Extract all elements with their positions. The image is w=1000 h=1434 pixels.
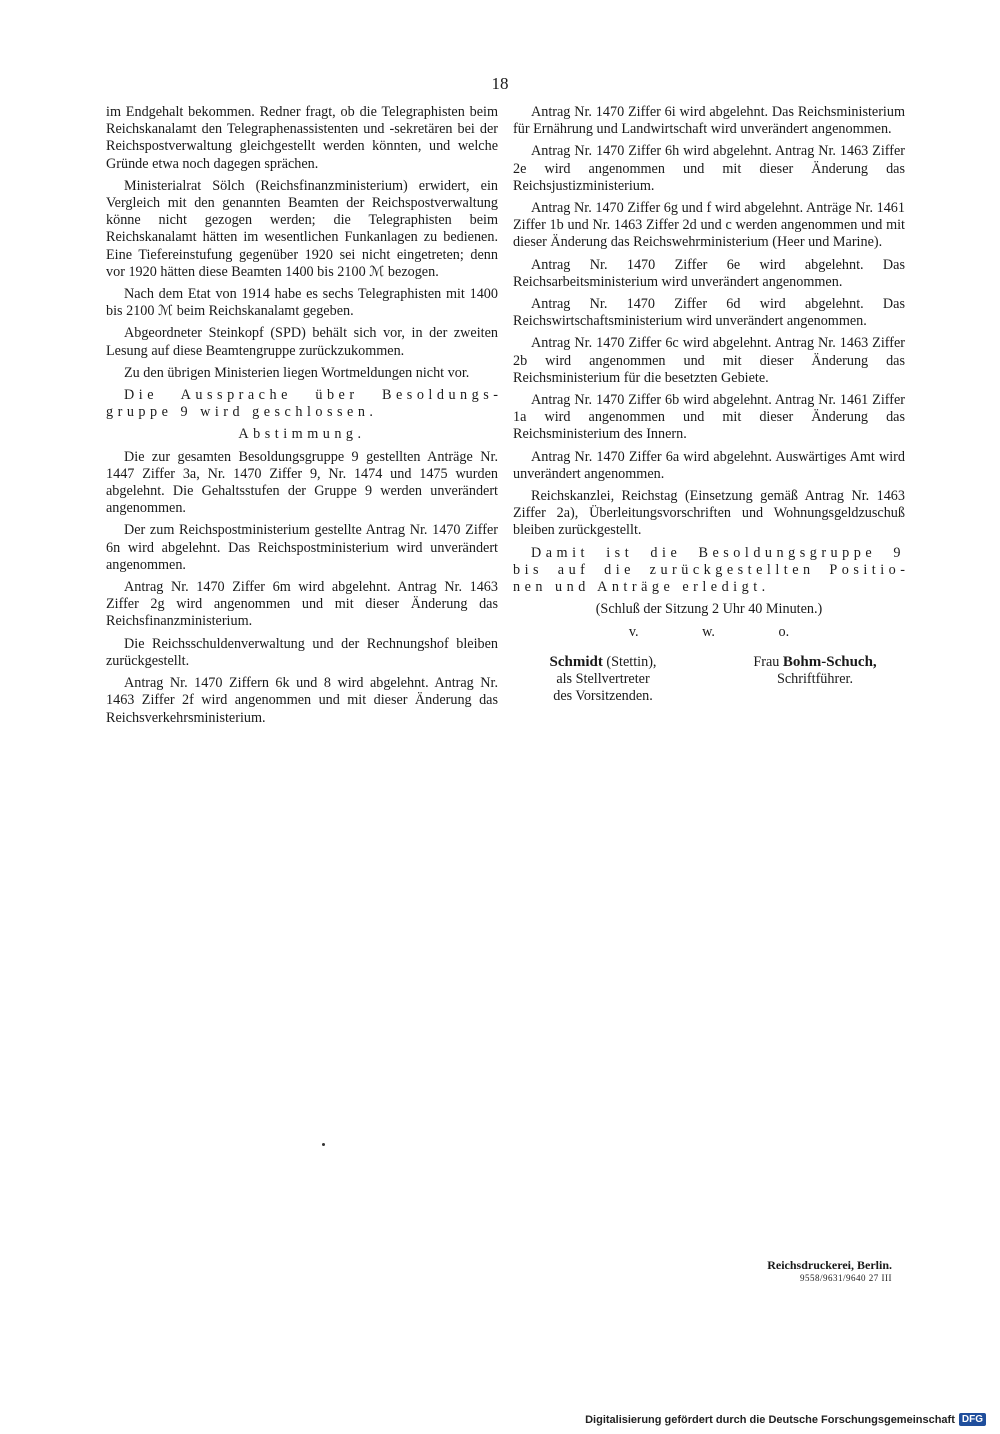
right-paragraph: Reichskanzlei, Reichstag (Einsetzung gemäß Antrag Nr. 1463 Ziffer 2a), Überleitungsvorschriften und Wohnungsgeldzuschuß bleiben zurückgestellt. [513, 488, 905, 539]
right-column [513, 104, 905, 705]
right-paragraph: Antrag Nr. 1470 Ziffer 6g und f wird abgelehnt. Anträge Nr. 1461 Ziffer 1b und Nr. 1463 Ziffer 2d und c werden angenommen und mit dieser Änderung das Reichswehrministerium (Heer und Marine). [513, 200, 905, 251]
left-paragraph: Die zur gesamten Besoldungsgruppe 9 gestellten Anträge Nr. 1447 Ziffer 3a, Nr. 1470 Ziffer 9, Nr. 1474 und 1475 wurden abgelehnt. Die Gehaltsstufen der Gruppe 9 werden unverändert angenommen. [106, 448, 498, 517]
printer-imprint [767, 1258, 892, 1283]
right-column-paragraphs [513, 104, 905, 618]
signature-left-suffix: (Stettin), [606, 653, 657, 670]
printer-code: 9558/9631/9640 27 III [800, 1273, 892, 1283]
left-paragraph: im Endgehalt bekommen. Redner fragt, ob die Telegraphisten beim Reichskanalamt den Telegraphenassistenten und -sekretären bei der Reichspostverwaltung gleichgestellt werden könnten, und welche Gründe etwa noch dagegen sprächen. [106, 104, 498, 172]
right-paragraph: Antrag Nr. 1470 Ziffer 6c wird abgelehnt. Antrag Nr. 1463 Ziffer 2b wird angenommen und mit dieser Änderung das Reichsministerium für die besetzten Gebiete. [513, 335, 905, 386]
right-paragraph: Antrag Nr. 1470 Ziffer 6a wird abgelehnt. Auswärtiges Amt wird unverändert angenommen. [513, 448, 905, 482]
vwo-line: v. w. o. [628, 624, 790, 641]
signature-right-prefix: Frau [753, 653, 780, 670]
signature-left-line3: des Vorsitzenden. [553, 688, 653, 705]
footer-text: Digitalisierung gefördert durch die Deutsche Forschungsgemeinschaft [585, 1413, 955, 1426]
right-paragraph: Damit ist die Besoldungsgruppe 9 bis auf die zurückgestellten Positionen und Anträge erledigt. [513, 544, 905, 596]
right-paragraph: Antrag Nr. 1470 Ziffer 6i wird abgelehnt. Das Reichsministerium für Ernährung und Landwirtschaft wird unverändert angenommen. [513, 104, 905, 138]
left-paragraph: Zu den übrigen Ministerien liegen Wortmeldungen nicht vor. [124, 364, 470, 381]
left-paragraph: Nach dem Etat von 1914 habe es sechs Telegraphisten mit 1400 bis 2100 ℳ beim Reichskanalamt gegeben. [106, 286, 498, 320]
left-paragraph: Ministerialrat Sölch (Reichsfinanzministerium) erwidert, ein Vergleich mit den genannten Beamten der Reichspostverwaltung könne nicht gezogen werden; die Telegraphisten beim Reichskanalamt hätten im wesentlichen Funkanlagen zu bedienen. Eine Tiefereinstufung gegenüber 1920 sei nicht eingetreten; denn vor 1920 hätten diese Beamten 1400 bis 2100 ℳ bezogen. [106, 177, 498, 280]
page-number: 18 [491, 74, 509, 93]
signature-right [725, 654, 905, 706]
signature-left [513, 654, 693, 706]
printer-name: Reichsdruckerei, Berlin. [767, 1258, 892, 1272]
signature-left-line2: als Stellvertreter [556, 670, 650, 687]
dfg-logo-icon: DFG [959, 1413, 986, 1426]
right-paragraph: Antrag Nr. 1470 Ziffer 6h wird abgelehnt. Antrag Nr. 1463 Ziffer 2e wird angenommen und mit dieser Änderung das Reichsjustizministerium. [513, 143, 905, 194]
right-paragraph: Antrag Nr. 1470 Ziffer 6b wird abgelehnt. Antrag Nr. 1461 Ziffer 1a wird angenommen und mit dieser Änderung das Reichsministerium des Innern. [513, 392, 905, 443]
scan-speck [322, 1143, 325, 1146]
right-paragraph: (Schluß der Sitzung 2 Uhr 40 Minuten.) [595, 601, 823, 618]
signature-right-line2: Schriftführer. [776, 670, 854, 687]
signatures [513, 654, 905, 706]
left-paragraph: Die Aussprache über Besoldungsgruppe 9 wird geschlossen. [106, 387, 498, 421]
left-paragraph: Antrag Nr. 1470 Ziffern 6k und 8 wird abgelehnt. Antrag Nr. 1463 Ziffer 2f wird angenommen und mit dieser Änderung das Reichsverkehrsministerium. [106, 675, 498, 726]
left-column [106, 104, 498, 732]
left-paragraph: Abstimmung. [238, 426, 366, 443]
left-paragraph: Der zum Reichspostministerium gestellte Antrag Nr. 1470 Ziffer 6n wird abgelehnt. Das Reichspostministerium wird unverändert angenommen. [106, 522, 498, 573]
right-paragraph: Antrag Nr. 1470 Ziffer 6e wird abgelehnt. Das Reichsarbeitsministerium wird unverändert angenommen. [513, 256, 905, 290]
left-paragraph: Abgeordneter Steinkopf (SPD) behält sich vor, in der zweiten Lesung auf diese Beamtengruppe zurückzukommen. [106, 325, 498, 359]
left-paragraph: Antrag Nr. 1470 Ziffer 6m wird abgelehnt. Antrag Nr. 1463 Ziffer 2g wird angenommen und mit dieser Änderung das Reichsfinanzministerium. [106, 579, 498, 630]
digitization-footer [585, 1413, 986, 1426]
signature-right-name: Bohm-Schuch, [782, 653, 877, 670]
right-paragraph: Antrag Nr. 1470 Ziffer 6d wird abgelehnt. Das Reichswirtschaftsministerium wird unverändert angenommen. [513, 296, 905, 330]
signature-left-name: Schmidt [549, 653, 603, 670]
left-paragraph: Die Reichsschuldenverwaltung und der Rechnungshof bleiben zurückgestellt. [106, 635, 498, 669]
